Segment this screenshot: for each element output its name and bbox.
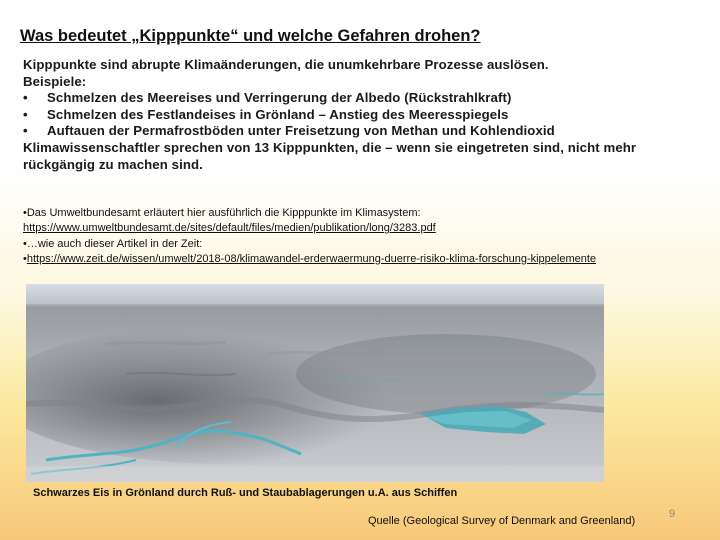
page-number: 9	[669, 508, 676, 520]
reference-intro-zeit: •…wie auch dieser Artikel in der Zeit:	[23, 237, 203, 250]
example-item	[23, 90, 703, 107]
reference-intro-uba: •Das Umweltbundesamt erläutert hier ausführlich die Kipppunkte im Klimasystem:	[23, 207, 421, 219]
bullet-icon: •	[23, 106, 28, 122]
references	[23, 206, 703, 267]
example-item	[23, 123, 703, 140]
conclusion-text: Klimawissenschaftler sprechen von 13 Kipppunkten, die – wenn sie eingetreten sind, nicht mehr rückgängig zu machen sind.	[23, 139, 637, 172]
example-text: Schmelzen des Meereises und Verringerung der Albedo (Rückstrahlkraft)	[47, 90, 512, 106]
photo-source: Quelle (Geological Survey of Denmark and Greenland)	[368, 515, 636, 527]
greenland-ice-photo	[26, 284, 604, 482]
example-text: Schmelzen des Festlandeises in Grönland – Anstieg des Meeresspiegels	[47, 106, 509, 122]
examples-heading: Beispiele:	[23, 73, 87, 89]
bullet-icon: •	[23, 90, 28, 106]
example-text: Auftauen der Permafrostböden unter Freisetzung von Methan und Kohlendioxid	[47, 123, 555, 139]
photo-caption: Schwarzes Eis in Grönland durch Ruß- und Staubablagerungen u.A. aus Schiffen	[33, 487, 458, 499]
main-text-block	[23, 57, 703, 173]
bullet-icon: •	[23, 252, 27, 265]
uba-pdf-link[interactable]: https://www.umweltbundesamt.de/sites/default/files/medien/publikation/long/3283.pdf	[23, 222, 436, 235]
zeit-article-link[interactable]: https://www.zeit.de/wissen/umwelt/2018-08/klimawandel-erderwaermung-duerre-risiko-klima-forschung-kippelemente	[26, 252, 597, 265]
bullet-icon: •	[23, 123, 28, 139]
slide-title: Was bedeutet „Kipppunkte“ und welche Gefahren drohen?	[20, 27, 481, 45]
example-item	[23, 107, 703, 124]
intro-text: Kipppunkte sind abrupte Klimaänderungen, die unumkehrbare Prozesse auslösen.	[23, 57, 549, 72]
